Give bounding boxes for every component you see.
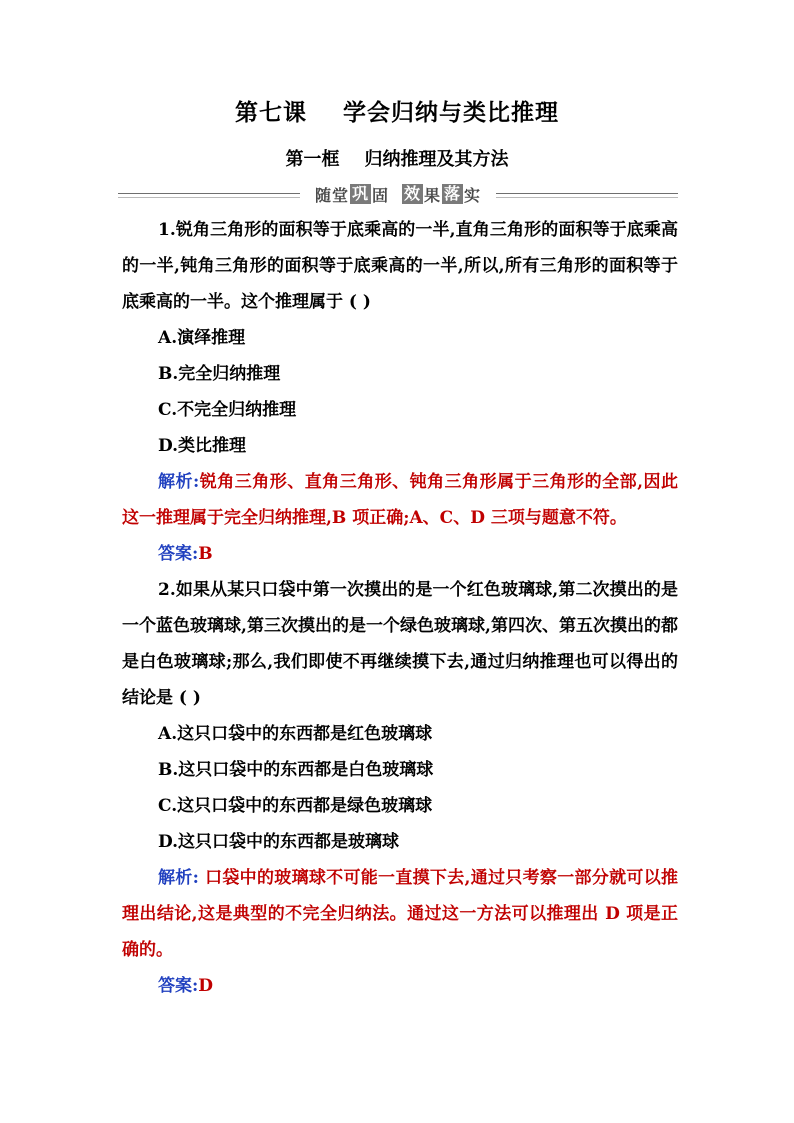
answer-label: 答案: — [158, 544, 199, 564]
analysis-text: 锐角三角形、直角三角形、钝角三角形属于三角形的全部,因此这一推理属于完全归纳推理,B 项正确;A、C、D 三项与题意不符。 — [122, 472, 678, 528]
question-1-option-d: D.类比推理 — [158, 436, 247, 456]
banner-char-boxed: 效 — [404, 184, 422, 203]
banner-rule-right — [496, 193, 678, 194]
question-1-analysis — [122, 464, 678, 536]
content-body — [122, 212, 678, 1004]
banner-char-boxed: 巩 — [351, 184, 369, 203]
question-2-analysis — [122, 860, 678, 968]
question-1-stem: 1.锐角三角形的面积等于底乘高的一半,直角三角形的面积等于底乘高的一半,钝角三角形的面积等于底乘高的一半,所以,所有三角形的面积等于底乘高的一半。这个推理属于 ( ) — [122, 220, 678, 312]
question-1-option-b: B.完全归纳推理 — [158, 364, 281, 384]
banner-char: 实 — [464, 185, 482, 205]
question-2-option-d: D.这只口袋中的东西都是玻璃球 — [158, 832, 400, 852]
banner-char: 固 — [371, 185, 389, 205]
banner-rule-left — [118, 193, 300, 194]
section-subtitle: 第一框 归纳推理及其方法 — [285, 149, 509, 170]
analysis-text: 口袋中的玻璃球不可能一直摸下去,通过只考察一部分就可以推理出结论,这是典型的不完全归纳法。通过这一方法可以推理出 D 项是正确的。 — [122, 868, 678, 960]
question-2-option-c: C.这只口袋中的东西都是绿色玻璃球 — [158, 796, 433, 816]
question-2-option-a: A.这只口袋中的东西都是红色玻璃球 — [158, 724, 433, 744]
banner-label — [308, 182, 488, 206]
question-2-answer — [122, 968, 678, 1004]
banner-char: 随 — [314, 185, 332, 205]
analysis-label: 解析: — [158, 868, 199, 888]
section-banner — [118, 182, 678, 206]
answer-value: B — [198, 544, 213, 564]
analysis-label: 解析: — [158, 472, 200, 492]
question-2-option-b: B.这只口袋中的东西都是白色玻璃球 — [158, 760, 434, 780]
question-1-option-a: A.演绎推理 — [158, 328, 246, 348]
banner-char: 堂 — [331, 185, 349, 205]
banner-char: 果 — [424, 185, 442, 205]
question-1-answer — [122, 536, 678, 572]
answer-value: D — [198, 976, 214, 996]
question-2-stem: 2.如果从某只口袋中第一次摸出的是一个红色玻璃球,第二次摸出的是一个蓝色玻璃球,第三次摸出的是一个绿色玻璃球,第四次、第五次摸出的都是白色玻璃球;那么,我们即使不再继续摸下去,通过归纳推理也可以得出的结论是 ( ) — [122, 580, 678, 708]
answer-label: 答案: — [158, 976, 199, 996]
question-1-option-c: C.不完全归纳推理 — [158, 400, 297, 420]
banner-char-boxed: 落 — [444, 184, 462, 203]
lesson-title: 第七课 学会归纳与类比推理 — [234, 99, 560, 126]
